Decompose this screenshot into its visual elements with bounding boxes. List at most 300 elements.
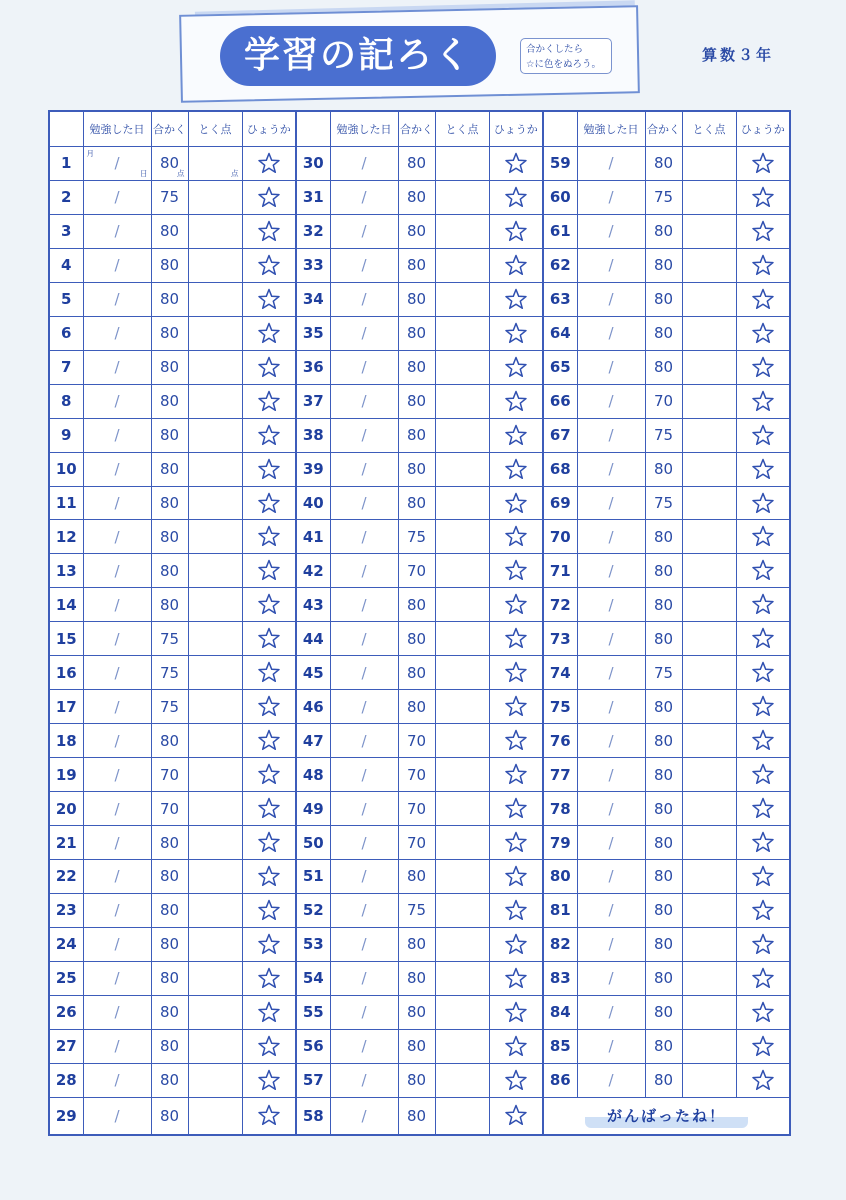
study-date-field[interactable]	[330, 927, 398, 961]
score-field[interactable]	[682, 350, 736, 384]
rating-star-cell[interactable]	[736, 452, 790, 486]
score-field[interactable]	[188, 486, 242, 520]
study-date-field[interactable]	[577, 995, 645, 1029]
star-icon[interactable]	[243, 559, 296, 582]
score-field[interactable]	[435, 758, 489, 792]
score-field[interactable]	[682, 961, 736, 995]
star-icon[interactable]	[737, 525, 790, 548]
study-date-field[interactable]	[577, 214, 645, 248]
star-icon[interactable]	[737, 899, 790, 922]
rating-star-cell[interactable]	[736, 418, 790, 452]
rating-star-cell[interactable]	[242, 316, 296, 350]
score-field[interactable]	[682, 316, 736, 350]
rating-star-cell[interactable]	[489, 1029, 543, 1063]
star-icon[interactable]	[737, 322, 790, 345]
score-field[interactable]	[188, 927, 242, 961]
rating-star-cell[interactable]	[489, 792, 543, 826]
rating-star-cell[interactable]	[736, 248, 790, 282]
rating-star-cell[interactable]	[736, 893, 790, 927]
study-date-field[interactable]	[330, 826, 398, 860]
study-date-field[interactable]	[330, 724, 398, 758]
rating-star-cell[interactable]	[489, 520, 543, 554]
rating-star-cell[interactable]	[242, 826, 296, 860]
rating-star-cell[interactable]	[489, 724, 543, 758]
score-field[interactable]	[435, 520, 489, 554]
study-date-field[interactable]	[577, 724, 645, 758]
rating-star-cell[interactable]	[736, 622, 790, 656]
study-date-field[interactable]	[577, 792, 645, 826]
study-date-field[interactable]	[577, 860, 645, 894]
study-date-field[interactable]	[330, 995, 398, 1029]
rating-star-cell[interactable]	[736, 588, 790, 622]
study-date-field[interactable]	[83, 554, 151, 588]
study-date-field[interactable]	[330, 282, 398, 316]
star-icon[interactable]	[243, 1035, 296, 1058]
score-field[interactable]	[682, 1029, 736, 1063]
rating-star-cell[interactable]	[736, 147, 790, 181]
rating-star-cell[interactable]	[489, 1097, 543, 1135]
study-date-field[interactable]	[83, 1029, 151, 1063]
star-icon[interactable]	[737, 627, 790, 650]
score-field[interactable]	[682, 588, 736, 622]
star-icon[interactable]	[490, 356, 543, 379]
star-icon[interactable]	[243, 967, 296, 990]
rating-star-cell[interactable]	[736, 690, 790, 724]
study-date-field[interactable]	[330, 180, 398, 214]
score-field[interactable]	[435, 656, 489, 690]
study-date-field[interactable]	[577, 927, 645, 961]
score-field[interactable]	[682, 927, 736, 961]
rating-star-cell[interactable]	[242, 860, 296, 894]
score-field[interactable]	[435, 452, 489, 486]
rating-star-cell[interactable]	[242, 588, 296, 622]
study-date-field[interactable]	[577, 1063, 645, 1097]
score-field[interactable]	[435, 724, 489, 758]
study-date-field[interactable]	[330, 248, 398, 282]
study-date-field[interactable]	[330, 792, 398, 826]
rating-star-cell[interactable]	[489, 452, 543, 486]
star-icon[interactable]	[490, 525, 543, 548]
study-date-field[interactable]	[83, 1063, 151, 1097]
rating-star-cell[interactable]	[489, 282, 543, 316]
rating-star-cell[interactable]	[489, 316, 543, 350]
rating-star-cell[interactable]	[736, 792, 790, 826]
study-date-field[interactable]	[83, 656, 151, 690]
study-date-field[interactable]	[330, 961, 398, 995]
study-date-field[interactable]	[83, 622, 151, 656]
rating-star-cell[interactable]	[242, 554, 296, 588]
score-field[interactable]	[435, 248, 489, 282]
study-date-field[interactable]	[330, 520, 398, 554]
score-field[interactable]	[188, 690, 242, 724]
score-field[interactable]	[188, 826, 242, 860]
star-icon[interactable]	[243, 763, 296, 786]
rating-star-cell[interactable]	[736, 860, 790, 894]
star-icon[interactable]	[490, 254, 543, 277]
score-field[interactable]	[188, 893, 242, 927]
star-icon[interactable]	[243, 865, 296, 888]
study-date-field[interactable]	[577, 248, 645, 282]
score-field[interactable]	[435, 588, 489, 622]
rating-star-cell[interactable]	[242, 384, 296, 418]
study-date-field[interactable]	[330, 316, 398, 350]
rating-star-cell[interactable]	[736, 214, 790, 248]
score-field[interactable]	[682, 724, 736, 758]
score-field[interactable]	[682, 826, 736, 860]
rating-star-cell[interactable]	[489, 350, 543, 384]
rating-star-cell[interactable]	[242, 724, 296, 758]
score-field[interactable]	[188, 724, 242, 758]
rating-star-cell[interactable]	[736, 282, 790, 316]
rating-star-cell[interactable]	[489, 418, 543, 452]
study-date-field[interactable]	[577, 282, 645, 316]
star-icon[interactable]	[737, 390, 790, 413]
study-date-field[interactable]	[330, 384, 398, 418]
study-date-field[interactable]	[330, 656, 398, 690]
study-date-field[interactable]	[330, 860, 398, 894]
score-field[interactable]	[435, 893, 489, 927]
study-date-field[interactable]	[577, 656, 645, 690]
score-field[interactable]	[682, 758, 736, 792]
score-field[interactable]	[188, 588, 242, 622]
rating-star-cell[interactable]	[736, 520, 790, 554]
star-icon[interactable]	[243, 1001, 296, 1024]
star-icon[interactable]	[490, 1035, 543, 1058]
rating-star-cell[interactable]	[736, 554, 790, 588]
rating-star-cell[interactable]	[489, 554, 543, 588]
score-field[interactable]	[435, 554, 489, 588]
score-field[interactable]	[188, 316, 242, 350]
star-icon[interactable]	[243, 492, 296, 515]
score-field[interactable]	[188, 248, 242, 282]
score-field[interactable]	[435, 792, 489, 826]
star-icon[interactable]	[243, 322, 296, 345]
rating-star-cell[interactable]	[736, 961, 790, 995]
star-icon[interactable]	[243, 458, 296, 481]
star-icon[interactable]	[737, 186, 790, 209]
star-icon[interactable]	[737, 288, 790, 311]
star-icon[interactable]	[243, 424, 296, 447]
rating-star-cell[interactable]	[242, 690, 296, 724]
score-field[interactable]	[435, 486, 489, 520]
star-icon[interactable]	[490, 695, 543, 718]
study-date-field[interactable]	[330, 690, 398, 724]
star-icon[interactable]	[737, 661, 790, 684]
score-field[interactable]	[188, 350, 242, 384]
study-date-field[interactable]	[83, 724, 151, 758]
star-icon[interactable]	[737, 1001, 790, 1024]
star-icon[interactable]	[490, 288, 543, 311]
study-date-field[interactable]	[330, 486, 398, 520]
star-icon[interactable]	[243, 288, 296, 311]
score-field[interactable]	[188, 282, 242, 316]
score-field[interactable]	[435, 927, 489, 961]
score-field[interactable]	[682, 214, 736, 248]
study-date-field[interactable]	[83, 282, 151, 316]
star-icon[interactable]	[490, 831, 543, 854]
star-icon[interactable]	[490, 627, 543, 650]
star-icon[interactable]	[490, 593, 543, 616]
rating-star-cell[interactable]	[242, 418, 296, 452]
star-icon[interactable]	[243, 933, 296, 956]
study-date-field[interactable]	[577, 690, 645, 724]
score-field[interactable]	[682, 248, 736, 282]
rating-star-cell[interactable]	[489, 961, 543, 995]
star-icon[interactable]	[490, 899, 543, 922]
study-date-field[interactable]	[577, 758, 645, 792]
score-field[interactable]	[435, 1063, 489, 1097]
study-date-field[interactable]	[330, 1063, 398, 1097]
study-date-field[interactable]	[330, 350, 398, 384]
study-date-field[interactable]	[577, 418, 645, 452]
study-date-field[interactable]	[83, 826, 151, 860]
study-date-field[interactable]	[330, 893, 398, 927]
score-field[interactable]	[188, 554, 242, 588]
star-icon[interactable]	[737, 933, 790, 956]
star-icon[interactable]	[243, 220, 296, 243]
score-field[interactable]	[435, 995, 489, 1029]
star-icon[interactable]	[737, 356, 790, 379]
score-field[interactable]	[435, 214, 489, 248]
study-date-field[interactable]	[83, 690, 151, 724]
study-date-field[interactable]	[83, 927, 151, 961]
rating-star-cell[interactable]	[242, 282, 296, 316]
star-icon[interactable]	[490, 322, 543, 345]
rating-star-cell[interactable]	[489, 622, 543, 656]
rating-star-cell[interactable]	[736, 384, 790, 418]
rating-star-cell[interactable]	[489, 656, 543, 690]
score-field[interactable]	[682, 792, 736, 826]
star-icon[interactable]	[243, 254, 296, 277]
rating-star-cell[interactable]	[736, 350, 790, 384]
score-field[interactable]	[682, 520, 736, 554]
star-icon[interactable]	[737, 424, 790, 447]
rating-star-cell[interactable]	[242, 214, 296, 248]
score-field[interactable]	[682, 690, 736, 724]
star-icon[interactable]	[490, 390, 543, 413]
rating-star-cell[interactable]	[242, 350, 296, 384]
star-icon[interactable]	[243, 593, 296, 616]
study-date-field[interactable]	[83, 180, 151, 214]
star-icon[interactable]	[243, 627, 296, 650]
score-field[interactable]	[435, 622, 489, 656]
rating-star-cell[interactable]	[242, 622, 296, 656]
study-date-field[interactable]	[577, 147, 645, 181]
rating-star-cell[interactable]	[242, 995, 296, 1029]
score-field[interactable]	[188, 214, 242, 248]
star-icon[interactable]	[490, 729, 543, 752]
rating-star-cell[interactable]	[489, 758, 543, 792]
star-icon[interactable]	[737, 763, 790, 786]
star-icon[interactable]	[243, 525, 296, 548]
study-date-field[interactable]	[330, 418, 398, 452]
star-icon[interactable]	[490, 865, 543, 888]
study-date-field[interactable]	[577, 384, 645, 418]
rating-star-cell[interactable]	[489, 588, 543, 622]
rating-star-cell[interactable]	[736, 316, 790, 350]
score-field[interactable]	[188, 656, 242, 690]
rating-star-cell[interactable]	[489, 384, 543, 418]
star-icon[interactable]	[243, 1104, 296, 1127]
study-date-field[interactable]	[83, 248, 151, 282]
rating-star-cell[interactable]	[489, 860, 543, 894]
rating-star-cell[interactable]	[489, 690, 543, 724]
star-icon[interactable]	[737, 593, 790, 616]
star-icon[interactable]	[243, 695, 296, 718]
study-date-field[interactable]	[83, 147, 151, 181]
rating-star-cell[interactable]	[489, 1063, 543, 1097]
score-field[interactable]	[188, 1029, 242, 1063]
score-field[interactable]	[682, 860, 736, 894]
score-field[interactable]	[435, 1097, 489, 1135]
rating-star-cell[interactable]	[489, 893, 543, 927]
star-icon[interactable]	[243, 186, 296, 209]
study-date-field[interactable]	[577, 452, 645, 486]
study-date-field[interactable]	[83, 418, 151, 452]
star-icon[interactable]	[243, 797, 296, 820]
star-icon[interactable]	[737, 559, 790, 582]
study-date-field[interactable]	[83, 893, 151, 927]
rating-star-cell[interactable]	[736, 758, 790, 792]
star-icon[interactable]	[243, 899, 296, 922]
rating-star-cell[interactable]	[736, 486, 790, 520]
rating-star-cell[interactable]	[736, 927, 790, 961]
score-field[interactable]	[682, 1063, 736, 1097]
study-date-field[interactable]	[577, 622, 645, 656]
study-date-field[interactable]	[577, 1029, 645, 1063]
score-field[interactable]	[435, 860, 489, 894]
score-field[interactable]	[682, 452, 736, 486]
score-field[interactable]	[682, 622, 736, 656]
score-field[interactable]	[188, 758, 242, 792]
study-date-field[interactable]	[83, 995, 151, 1029]
star-icon[interactable]	[490, 661, 543, 684]
rating-star-cell[interactable]	[489, 214, 543, 248]
score-field[interactable]	[682, 384, 736, 418]
star-icon[interactable]	[490, 797, 543, 820]
rating-star-cell[interactable]	[242, 1029, 296, 1063]
score-field[interactable]	[188, 452, 242, 486]
rating-star-cell[interactable]	[489, 486, 543, 520]
star-icon[interactable]	[490, 152, 543, 175]
rating-star-cell[interactable]	[489, 995, 543, 1029]
score-field[interactable]	[188, 147, 242, 181]
star-icon[interactable]	[737, 458, 790, 481]
score-field[interactable]	[188, 384, 242, 418]
star-icon[interactable]	[737, 831, 790, 854]
study-date-field[interactable]	[83, 758, 151, 792]
rating-star-cell[interactable]	[242, 656, 296, 690]
score-field[interactable]	[188, 860, 242, 894]
study-date-field[interactable]	[330, 214, 398, 248]
rating-star-cell[interactable]	[489, 826, 543, 860]
study-date-field[interactable]	[83, 961, 151, 995]
score-field[interactable]	[188, 520, 242, 554]
star-icon[interactable]	[737, 254, 790, 277]
star-icon[interactable]	[243, 152, 296, 175]
study-date-field[interactable]	[577, 826, 645, 860]
study-date-field[interactable]	[83, 1097, 151, 1135]
star-icon[interactable]	[490, 220, 543, 243]
star-icon[interactable]	[490, 424, 543, 447]
score-field[interactable]	[435, 826, 489, 860]
study-date-field[interactable]	[577, 554, 645, 588]
rating-star-cell[interactable]	[489, 927, 543, 961]
score-field[interactable]	[435, 384, 489, 418]
star-icon[interactable]	[737, 797, 790, 820]
score-field[interactable]	[682, 554, 736, 588]
star-icon[interactable]	[490, 559, 543, 582]
score-field[interactable]	[435, 147, 489, 181]
rating-star-cell[interactable]	[736, 724, 790, 758]
star-icon[interactable]	[737, 152, 790, 175]
rating-star-cell[interactable]	[736, 1029, 790, 1063]
star-icon[interactable]	[737, 220, 790, 243]
rating-star-cell[interactable]	[489, 180, 543, 214]
study-date-field[interactable]	[330, 758, 398, 792]
score-field[interactable]	[682, 656, 736, 690]
study-date-field[interactable]	[83, 384, 151, 418]
score-field[interactable]	[188, 1097, 242, 1135]
star-icon[interactable]	[737, 492, 790, 515]
star-icon[interactable]	[243, 831, 296, 854]
study-date-field[interactable]	[83, 316, 151, 350]
star-icon[interactable]	[243, 390, 296, 413]
score-field[interactable]	[682, 180, 736, 214]
score-field[interactable]	[682, 893, 736, 927]
score-field[interactable]	[188, 1063, 242, 1097]
star-icon[interactable]	[737, 695, 790, 718]
rating-star-cell[interactable]	[242, 452, 296, 486]
study-date-field[interactable]	[330, 147, 398, 181]
star-icon[interactable]	[490, 492, 543, 515]
star-icon[interactable]	[490, 186, 543, 209]
score-field[interactable]	[435, 316, 489, 350]
star-icon[interactable]	[243, 356, 296, 379]
study-date-field[interactable]	[83, 350, 151, 384]
score-field[interactable]	[682, 486, 736, 520]
study-date-field[interactable]	[330, 622, 398, 656]
star-icon[interactable]	[243, 661, 296, 684]
study-date-field[interactable]	[83, 214, 151, 248]
score-field[interactable]	[435, 961, 489, 995]
score-field[interactable]	[435, 180, 489, 214]
star-icon[interactable]	[243, 1069, 296, 1092]
score-field[interactable]	[188, 622, 242, 656]
score-field[interactable]	[682, 147, 736, 181]
study-date-field[interactable]	[330, 1097, 398, 1135]
score-field[interactable]	[188, 995, 242, 1029]
star-icon[interactable]	[490, 933, 543, 956]
star-icon[interactable]	[737, 1035, 790, 1058]
star-icon[interactable]	[490, 967, 543, 990]
score-field[interactable]	[188, 961, 242, 995]
study-date-field[interactable]	[330, 1029, 398, 1063]
star-icon[interactable]	[490, 458, 543, 481]
star-icon[interactable]	[737, 865, 790, 888]
rating-star-cell[interactable]	[242, 758, 296, 792]
study-date-field[interactable]	[83, 452, 151, 486]
study-date-field[interactable]	[577, 316, 645, 350]
score-field[interactable]	[435, 350, 489, 384]
rating-star-cell[interactable]	[242, 520, 296, 554]
star-icon[interactable]	[490, 1001, 543, 1024]
score-field[interactable]	[435, 690, 489, 724]
study-date-field[interactable]	[577, 180, 645, 214]
star-icon[interactable]	[490, 1069, 543, 1092]
study-date-field[interactable]	[83, 860, 151, 894]
score-field[interactable]	[682, 995, 736, 1029]
